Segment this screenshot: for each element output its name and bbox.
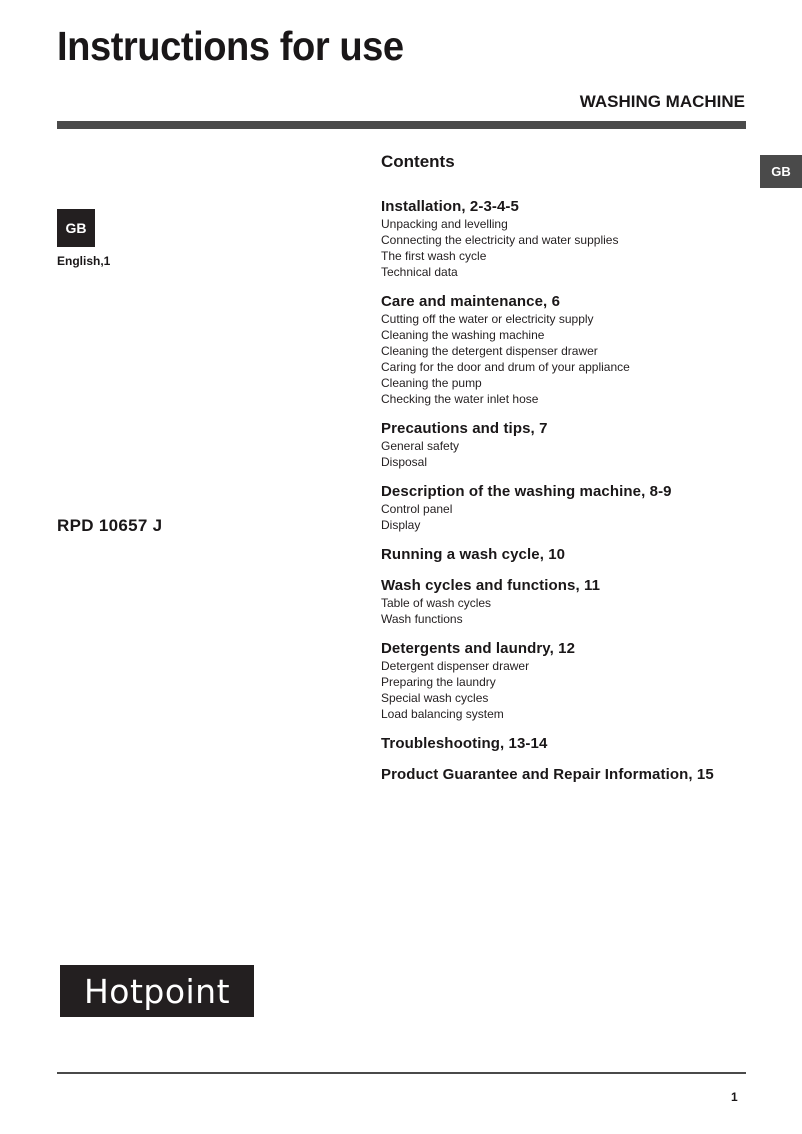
toc-subitems bbox=[381, 658, 781, 722]
toc-section-title: Detergents and laundry, 12 bbox=[381, 640, 576, 657]
toc-subitem: Preparing the laundry bbox=[381, 675, 496, 689]
model-number: RPD 10657 J bbox=[57, 516, 163, 535]
toc-subitems bbox=[381, 216, 781, 280]
toc-subitem: Disposal bbox=[381, 455, 428, 469]
toc-subitem: Caring for the door and drum of your appliance bbox=[381, 360, 630, 374]
toc-subitem: Wash functions bbox=[381, 612, 463, 626]
toc-subitem: Special wash cycles bbox=[381, 691, 489, 705]
language-badge: GB bbox=[57, 209, 95, 247]
toc-subitem: Control panel bbox=[381, 502, 453, 516]
hotpoint-logo: Hotpoint bbox=[60, 965, 254, 1017]
toc-subitem: General safety bbox=[381, 439, 460, 453]
toc-section bbox=[381, 640, 781, 722]
language-label: English,1 bbox=[57, 254, 111, 268]
toc-section bbox=[381, 420, 781, 470]
header-divider bbox=[57, 121, 746, 129]
toc-section bbox=[381, 577, 781, 627]
toc-subitems bbox=[381, 311, 781, 407]
toc-section-title: Description of the washing machine, 8-9 bbox=[381, 483, 672, 500]
toc-section-title: Troubleshooting, 13-14 bbox=[381, 735, 548, 752]
toc-subitem: Detergent dispenser drawer bbox=[381, 659, 530, 673]
toc-subitem: Cleaning the washing machine bbox=[381, 328, 545, 342]
toc-subitem: Unpacking and levelling bbox=[381, 217, 508, 231]
product-type: WASHING MACHINE bbox=[579, 92, 745, 111]
toc-subitem: Load balancing system bbox=[381, 707, 504, 721]
toc-section-title: Product Guarantee and Repair Information, 15 bbox=[381, 766, 714, 783]
toc-subitem: Checking the water inlet hose bbox=[381, 392, 539, 406]
footer-divider bbox=[57, 1072, 746, 1074]
toc-section bbox=[381, 198, 781, 280]
toc-subitems bbox=[381, 501, 781, 533]
toc-section-title: Wash cycles and functions, 11 bbox=[381, 577, 601, 594]
toc-section-title: Care and maintenance, 6 bbox=[381, 293, 561, 310]
contents-heading: Contents bbox=[381, 152, 455, 171]
toc-section bbox=[381, 766, 781, 784]
toc-section-title: Installation, 2-3-4-5 bbox=[381, 198, 519, 215]
toc-section bbox=[381, 735, 781, 753]
toc-subitems bbox=[381, 595, 781, 627]
language-side-tab: GB bbox=[760, 155, 802, 188]
toc-subitem: Display bbox=[381, 518, 421, 532]
toc-subitem: Cutting off the water or electricity supply bbox=[381, 312, 594, 326]
toc-subitem: Technical data bbox=[381, 265, 458, 279]
toc-section-title: Running a wash cycle, 10 bbox=[381, 546, 566, 563]
toc-subitem: Cleaning the detergent dispenser drawer bbox=[381, 344, 598, 358]
toc-subitem: Cleaning the pump bbox=[381, 376, 482, 390]
toc-section-title: Precautions and tips, 7 bbox=[381, 420, 548, 437]
page-title: Instructions for use bbox=[57, 23, 404, 69]
toc-subitem: Table of wash cycles bbox=[381, 596, 492, 610]
page-number: 1 bbox=[731, 1090, 738, 1104]
toc-subitems bbox=[381, 438, 781, 470]
toc-section bbox=[381, 546, 781, 564]
toc-sections bbox=[381, 198, 781, 784]
toc-subitem: The first wash cycle bbox=[381, 249, 487, 263]
toc-section bbox=[381, 293, 781, 407]
toc-subitem: Connecting the electricity and water supplies bbox=[381, 233, 619, 247]
toc-section bbox=[381, 483, 781, 533]
table-of-contents bbox=[381, 152, 781, 797]
